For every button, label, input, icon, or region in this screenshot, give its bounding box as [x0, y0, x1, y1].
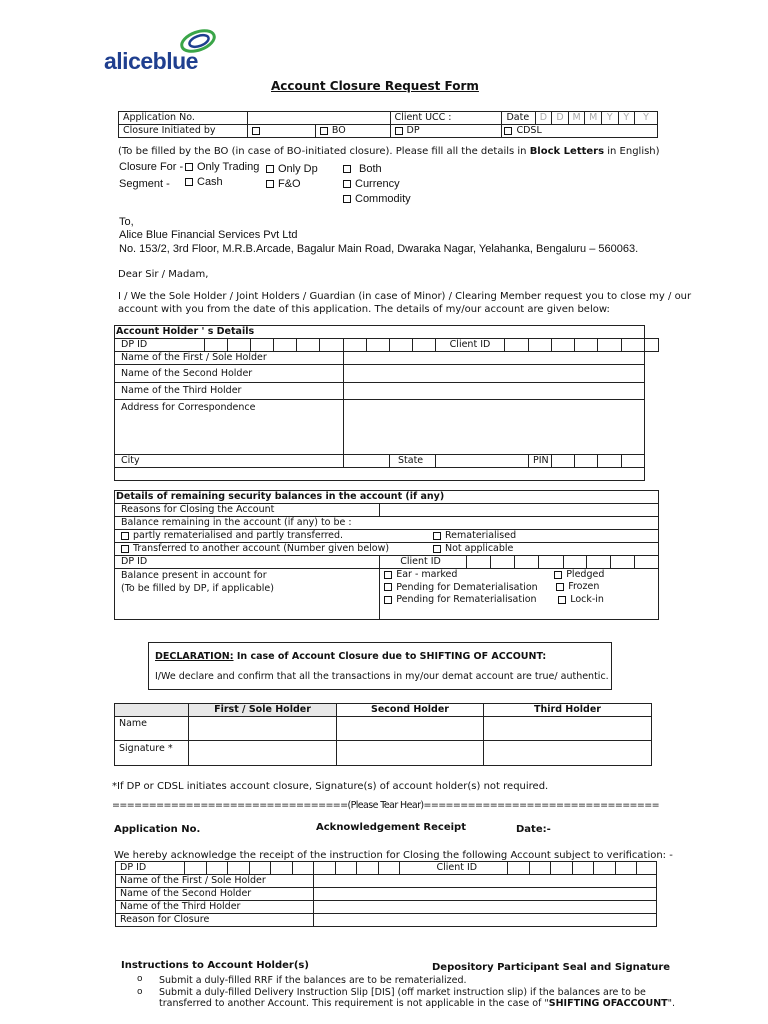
status-pending-demat[interactable]: Pending for Dematerialisation: [384, 582, 654, 595]
request-line-1: I / We the Sole Holder / Joint Holders / Guardian (in case of Minor) / Clearing Member request you to close my / our: [118, 291, 692, 302]
client-id-box[interactable]: [529, 339, 552, 352]
dp-id-box[interactable]: [297, 339, 320, 352]
option-not-applicable[interactable]: Not applicable: [433, 543, 513, 555]
client-id-box[interactable]: [598, 339, 622, 352]
option-transferred[interactable]: Transferred to another account (Number given below): [121, 543, 389, 554]
closure-only-trading[interactable]: Only Trading: [185, 161, 259, 173]
segment-commodity[interactable]: Commodity: [343, 193, 411, 205]
ack-application-no: Application No.: [114, 824, 201, 835]
logo: [104, 28, 224, 76]
holder-dp-id-label: DP ID: [115, 339, 205, 352]
date-box-m1[interactable]: M: [568, 112, 585, 125]
dp-id-box[interactable]: [274, 339, 297, 352]
address-line: No. 153/2, 3rd Floor, M.R.B.Arcade, Bagalur Main Road, Dwaraka Nagar, Yelahanka, Bengaluru – 560063.: [119, 243, 639, 255]
option-row-2: [115, 543, 659, 556]
signature-corner: [115, 704, 189, 717]
ack-dp-id-box[interactable]: [249, 862, 271, 875]
closure-only-dp[interactable]: Only Dp: [266, 163, 318, 175]
status-lock-in[interactable]: Lock-in: [558, 594, 604, 607]
first-name-field[interactable]: [189, 717, 337, 741]
declaration-title: DECLARATION: In case of Account Closure due to SHIFTING OF ACCOUNT:: [155, 651, 547, 662]
balance-client-id-box[interactable]: [587, 556, 611, 569]
balance-dp-id-label: DP ID: [115, 556, 380, 569]
checkbox-icon: [185, 163, 193, 171]
closure-both[interactable]: Both: [343, 163, 382, 175]
third-holder-label: Name of the Third Holder: [115, 383, 344, 400]
checkbox-icon: [185, 178, 193, 186]
checkbox-icon: [395, 127, 403, 135]
date-box-m2[interactable]: M: [585, 112, 602, 125]
checkbox-icon: [343, 165, 351, 173]
checkbox-icon: [433, 532, 441, 540]
ack-first-field[interactable]: [314, 875, 657, 888]
balance-client-id-box[interactable]: [467, 556, 491, 569]
ack-client-id-box[interactable]: [615, 862, 637, 875]
ack-first-label: Name of the First / Sole Holder: [116, 875, 314, 888]
option-rematerialised[interactable]: Rematerialised: [433, 530, 516, 542]
ack-receipt-title: Acknowledgement Receipt: [316, 822, 466, 833]
status-ear-marked[interactable]: Ear - marked: [384, 569, 654, 582]
instruction-bullet-icon: o: [137, 974, 143, 984]
pin-box[interactable]: [622, 455, 645, 468]
checkbox-icon: [504, 127, 512, 135]
closure-initiated-by-label: Closure Initiated by: [119, 125, 248, 138]
declaration-text: I/We declare and confirm that all the transactions in my/our demat account are true/ authentic.: [155, 671, 609, 682]
initiated-bo-option[interactable]: BO: [315, 125, 390, 138]
declaration-box: [148, 642, 612, 690]
dp-id-box[interactable]: [251, 339, 274, 352]
city-label: City: [115, 455, 344, 468]
holder-heading: Account Holder ' s Details: [115, 326, 645, 339]
ack-dp-id-box[interactable]: [228, 862, 250, 875]
col-first-holder: First / Sole Holder: [189, 704, 337, 717]
date-label: Date: [502, 112, 535, 125]
date-box-d1[interactable]: D: [535, 112, 552, 125]
balance-present-label: Balance present in account for: [121, 570, 267, 581]
option-row-1: [115, 530, 659, 543]
balance-client-id-box[interactable]: [611, 556, 635, 569]
bo-note: (To be filled by the BO (in case of BO-initiated closure). Please fill all the details in Block Letters in English): [118, 146, 660, 157]
balance-client-id-label: Client ID: [380, 556, 467, 569]
logo-text: aliceblue: [104, 48, 198, 74]
checkbox-icon: [384, 583, 392, 591]
date-box-y2[interactable]: Y: [618, 112, 635, 125]
segment-cash[interactable]: Cash: [185, 176, 223, 188]
ack-dp-id-box[interactable]: [335, 862, 357, 875]
third-signature-field[interactable]: [484, 741, 652, 766]
ack-dp-id-box[interactable]: [314, 862, 336, 875]
status-pledged[interactable]: Pledged: [554, 569, 604, 582]
salutation: Dear Sir / Madam,: [118, 269, 209, 280]
application-table: [118, 111, 658, 138]
client-id-box[interactable]: [645, 339, 659, 352]
balance-status-cell: [380, 569, 659, 620]
signature-label: Signature *: [115, 741, 189, 766]
request-line-2: account with you from the date of this application. The details of my/our account are given below:: [118, 304, 610, 315]
date-box-d2[interactable]: D: [552, 112, 569, 125]
col-third-holder: Third Holder: [484, 704, 652, 717]
instruction-2b: transferred to another Account. This requirement is not applicable in the case of "SHIFTING OFACCOUNT".: [159, 998, 676, 1009]
dp-id-box[interactable]: [320, 339, 344, 352]
checkbox-icon: [433, 545, 441, 553]
ack-reason-field[interactable]: [314, 914, 657, 927]
segment-fo[interactable]: F&O: [266, 178, 301, 190]
checkbox-icon: [558, 596, 566, 604]
checkbox-icon: [343, 195, 351, 203]
balance-client-id-box[interactable]: [514, 556, 538, 569]
client-ucc-label: Client UCC :: [390, 112, 502, 125]
col-second-holder: Second Holder: [337, 704, 484, 717]
ack-dp-id-box[interactable]: [184, 862, 206, 875]
closure-for-label: Closure For -: [119, 161, 184, 173]
initiated-dp-option[interactable]: DP: [390, 125, 502, 138]
state-label: State: [390, 455, 436, 468]
date-box-y3[interactable]: Y: [635, 112, 658, 125]
second-signature-field[interactable]: [337, 741, 484, 766]
checkbox-icon: [266, 165, 274, 173]
first-holder-label: Name of the First / Sole Holder: [115, 352, 344, 365]
pin-label: PIN: [529, 455, 552, 468]
client-id-box[interactable]: [622, 339, 645, 352]
remaining-label: Balance remaining in the account (if any) to be :: [115, 517, 659, 530]
client-id-box[interactable]: [505, 339, 529, 352]
client-id-box[interactable]: [552, 339, 575, 352]
ack-client-id-box[interactable]: [572, 862, 594, 875]
instructions-heading: Instructions to Account Holder(s): [121, 960, 309, 971]
balance-client-id-box[interactable]: [538, 556, 563, 569]
ack-text: We hereby acknowledge the receipt of the instruction for Closing the following Account subject to verification: -: [114, 850, 673, 861]
initiated-cdsl-option[interactable]: CDSL: [502, 125, 658, 138]
dp-id-box[interactable]: [228, 339, 251, 352]
checkbox-icon: [121, 532, 129, 540]
form-title: Account Closure Request Form: [271, 79, 479, 93]
name-label: Name: [115, 717, 189, 741]
client-id-box[interactable]: [575, 339, 598, 352]
ack-client-id-label: Client ID: [400, 862, 508, 875]
instruction-2a: Submit a duly-filled Delivery Instruction Slip [DIS] (off market instruction slip) if the balances are to be: [159, 987, 646, 998]
ack-dp-id-box[interactable]: [357, 862, 379, 875]
signature-table: [114, 703, 652, 766]
dp-id-box[interactable]: [205, 339, 228, 352]
ack-table: [115, 861, 657, 927]
ack-dp-id-box[interactable]: [206, 862, 228, 875]
third-name-field[interactable]: [484, 717, 652, 741]
address-label: Address for Correspondence: [115, 400, 344, 455]
ack-client-id-box[interactable]: [637, 862, 657, 875]
ack-third-field[interactable]: [314, 901, 657, 914]
ack-dp-id-label: DP ID: [116, 862, 185, 875]
pin-box[interactable]: [575, 455, 598, 468]
dp-id-box[interactable]: [344, 339, 367, 352]
ack-client-id-box[interactable]: [594, 862, 616, 875]
account-holder-table: [114, 325, 659, 481]
first-holder-field[interactable]: [344, 352, 645, 365]
ack-client-id-box[interactable]: [529, 862, 551, 875]
date-box-y1[interactable]: Y: [601, 112, 618, 125]
pin-box[interactable]: [598, 455, 622, 468]
balances-table: [114, 490, 659, 620]
ack-dp-id-box[interactable]: [271, 862, 293, 875]
balance-client-id-box[interactable]: [634, 556, 658, 569]
segment-label: Segment -: [119, 178, 170, 190]
tear-line: ================================(Please Tear Hear)================================: [112, 800, 659, 811]
ack-third-label: Name of the Third Holder: [116, 901, 314, 914]
balance-client-id-box[interactable]: [563, 556, 587, 569]
address-field[interactable]: [344, 400, 645, 455]
pin-box[interactable]: [552, 455, 575, 468]
checkbox-icon: [556, 583, 564, 591]
checkbox-icon: [554, 571, 562, 579]
address-to: To,: [119, 216, 134, 228]
address-company: Alice Blue Financial Services Pvt Ltd: [119, 229, 298, 241]
checkbox-icon: [384, 596, 392, 604]
segment-currency[interactable]: Currency: [343, 178, 400, 190]
balance-client-id-box[interactable]: [491, 556, 515, 569]
footnote: *If DP or CDSL initiates account closure, Signature(s) of account holder(s) not required.: [112, 781, 549, 792]
status-pending-remat[interactable]: Pending for Rematerialisation: [384, 594, 654, 607]
ack-dp-id-box[interactable]: [292, 862, 314, 875]
ack-dp-id-box[interactable]: [378, 862, 400, 875]
ack-client-id-box[interactable]: [508, 862, 530, 875]
checkbox-icon: [252, 127, 260, 135]
second-name-field[interactable]: [337, 717, 484, 741]
ack-reason-label: Reason for Closure: [116, 914, 314, 927]
reasons-label: Reasons for Closing the Account: [115, 504, 380, 517]
initiated-blank-option[interactable]: [247, 125, 315, 138]
instruction-bullet-icon: o: [137, 987, 143, 997]
instruction-1: Submit a duly-filled RRF if the balances are to be rematerialized.: [159, 975, 467, 986]
dp-id-box[interactable]: [367, 339, 390, 352]
dp-id-box[interactable]: [413, 339, 436, 352]
reasons-field[interactable]: [380, 504, 659, 517]
second-holder-label: Name of the Second Holder: [115, 365, 344, 383]
city-field[interactable]: [344, 455, 390, 468]
checkbox-icon: [384, 571, 392, 579]
ack-client-id-box[interactable]: [551, 862, 573, 875]
state-field[interactable]: [436, 455, 529, 468]
third-holder-field[interactable]: [344, 383, 645, 400]
application-no-label: Application No.: [119, 112, 248, 125]
first-signature-field[interactable]: [189, 741, 337, 766]
checkbox-icon: [121, 545, 129, 553]
seal-label: Depository Participant Seal and Signature: [432, 962, 671, 973]
status-frozen[interactable]: Frozen: [556, 581, 599, 594]
ack-second-field[interactable]: [314, 888, 657, 901]
checkbox-icon: [266, 180, 274, 188]
checkbox-icon: [343, 180, 351, 188]
application-no-field[interactable]: [247, 112, 390, 125]
balances-heading: Details of remaining security balances in the account (if any): [115, 491, 659, 504]
option-partly[interactable]: partly rematerialised and partly transferred.: [121, 530, 343, 541]
checkbox-icon: [320, 127, 328, 135]
balance-filled-by-dp-label: (To be filled by DP, if applicable): [121, 583, 274, 594]
second-holder-field[interactable]: [344, 365, 645, 383]
spacer-row: [115, 468, 645, 481]
holder-client-id-label: Client ID: [436, 339, 505, 352]
dp-id-box[interactable]: [390, 339, 413, 352]
balance-present-cell: [115, 569, 380, 620]
ack-date: Date:-: [516, 824, 551, 835]
ack-second-label: Name of the Second Holder: [116, 888, 314, 901]
